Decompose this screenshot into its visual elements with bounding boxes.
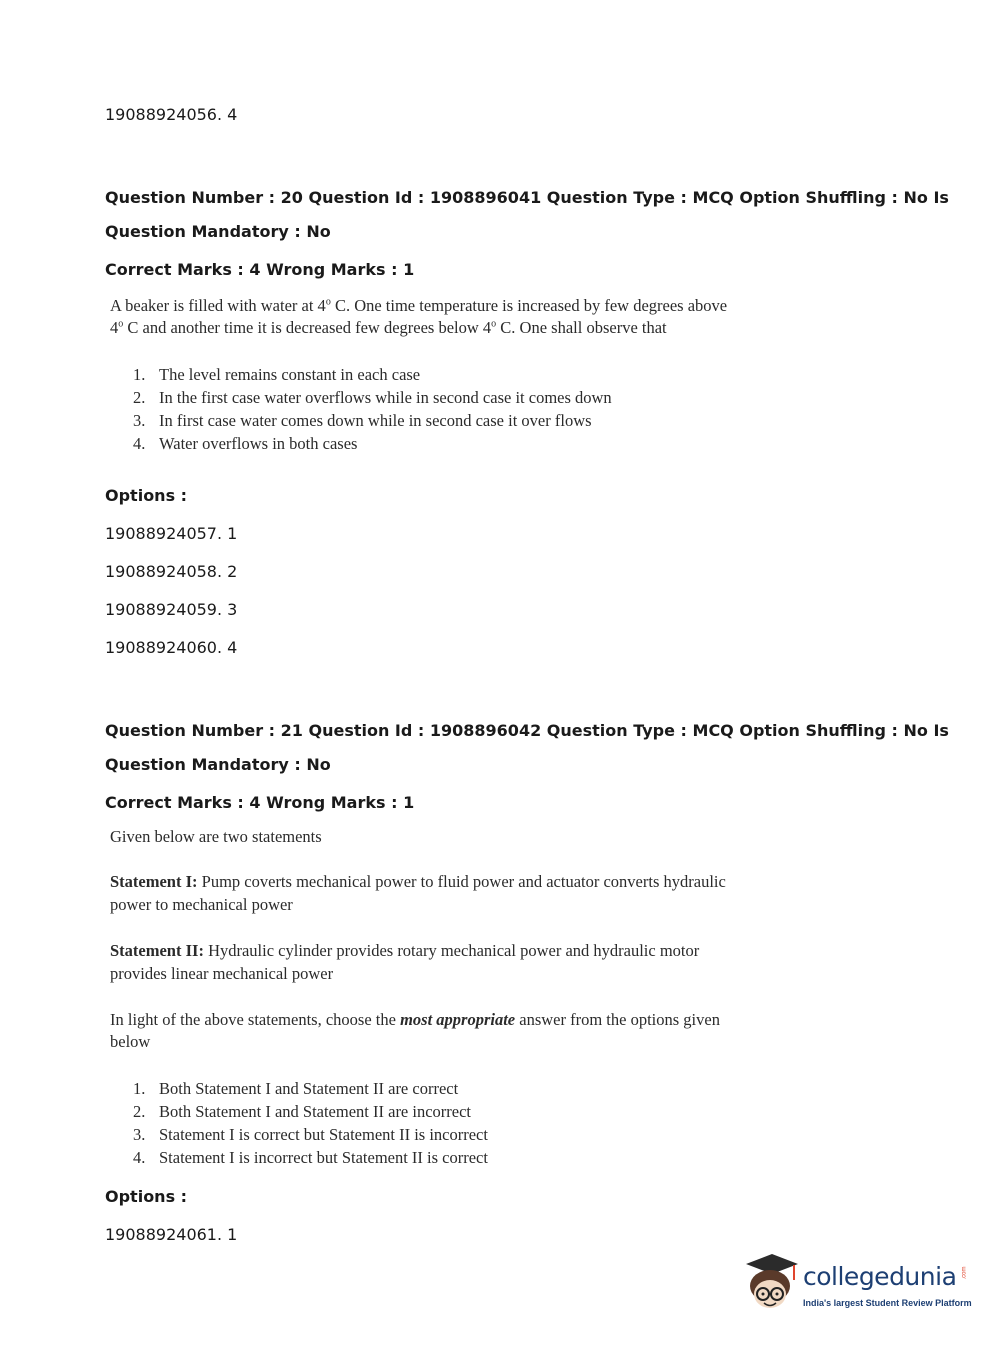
question-text-line: below xyxy=(110,1032,151,1051)
options-label: Options : xyxy=(105,1187,188,1206)
option-item: 19088924057. 1 xyxy=(105,524,238,543)
option-item: 19088924059. 3 xyxy=(105,600,238,619)
question-text-line: Given below are two statements xyxy=(110,827,322,846)
choice-item: 1. Both Statement I and Statement II are correct xyxy=(133,1079,459,1098)
choice-item: 2. In the first case water overflows while in second case it comes down xyxy=(133,388,612,407)
question-header: Question Number : 21 Question Id : 1908896042 Question Type : MCQ Option Shuffling : No Is xyxy=(105,721,949,740)
question-text-line: In light of the above statements, choose the most appropriate answer from the options given xyxy=(110,1010,720,1029)
logo-wordmark: collegedunia xyxy=(803,1262,957,1291)
question-text-line: A beaker is filled with water at 4$^o$ C. One time temperature is increased by few degrees above xyxy=(110,296,728,315)
choice-item: 4. Water overflows in both cases xyxy=(133,434,358,453)
choice-item: 1. The level remains constant in each case xyxy=(133,365,421,384)
choice-item: 4. Statement I is incorrect but Statement II is correct xyxy=(133,1148,488,1167)
statement-one-cont: power to mechanical power xyxy=(110,895,293,914)
logo-tagline: India's largest Student Review Platform xyxy=(803,1298,972,1308)
choice-item: 2. Both Statement I and Statement II are incorrect xyxy=(133,1102,472,1121)
question-text-line: 4$^o$ C and another time it is decreased few degrees below 4$^o$ C. One shall observe that xyxy=(110,318,667,337)
question-mandatory: Question Mandatory : No xyxy=(105,755,331,774)
statement-two-cont: provides linear mechanical power xyxy=(110,964,334,983)
choice-item: 3. In first case water comes down while in second case it over flows xyxy=(133,411,592,430)
mascot-icon xyxy=(742,1250,802,1320)
option-item: 19088924061. 1 xyxy=(105,1225,238,1244)
question-marks: Correct Marks : 4 Wrong Marks : 1 xyxy=(105,260,415,279)
statement-one: Statement I: Pump coverts mechanical power to fluid power and actuator converts hydraulic xyxy=(110,872,726,891)
statement-two: Statement II: Hydraulic cylinder provides rotary mechanical power and hydraulic motor xyxy=(110,941,700,960)
question-marks: Correct Marks : 4 Wrong Marks : 1 xyxy=(105,793,415,812)
option-item: 19088924058. 2 xyxy=(105,562,238,581)
option-item: 19088924056. 4 xyxy=(105,105,238,124)
question-header: Question Number : 20 Question Id : 1908896041 Question Type : MCQ Option Shuffling : No Is xyxy=(105,188,949,207)
logo-domain: .com xyxy=(961,1266,968,1280)
option-item: 19088924060. 4 xyxy=(105,638,238,657)
choice-item: 3. Statement I is correct but Statement II is incorrect xyxy=(133,1125,488,1144)
options-label: Options : xyxy=(105,486,188,505)
question-mandatory: Question Mandatory : No xyxy=(105,222,331,241)
